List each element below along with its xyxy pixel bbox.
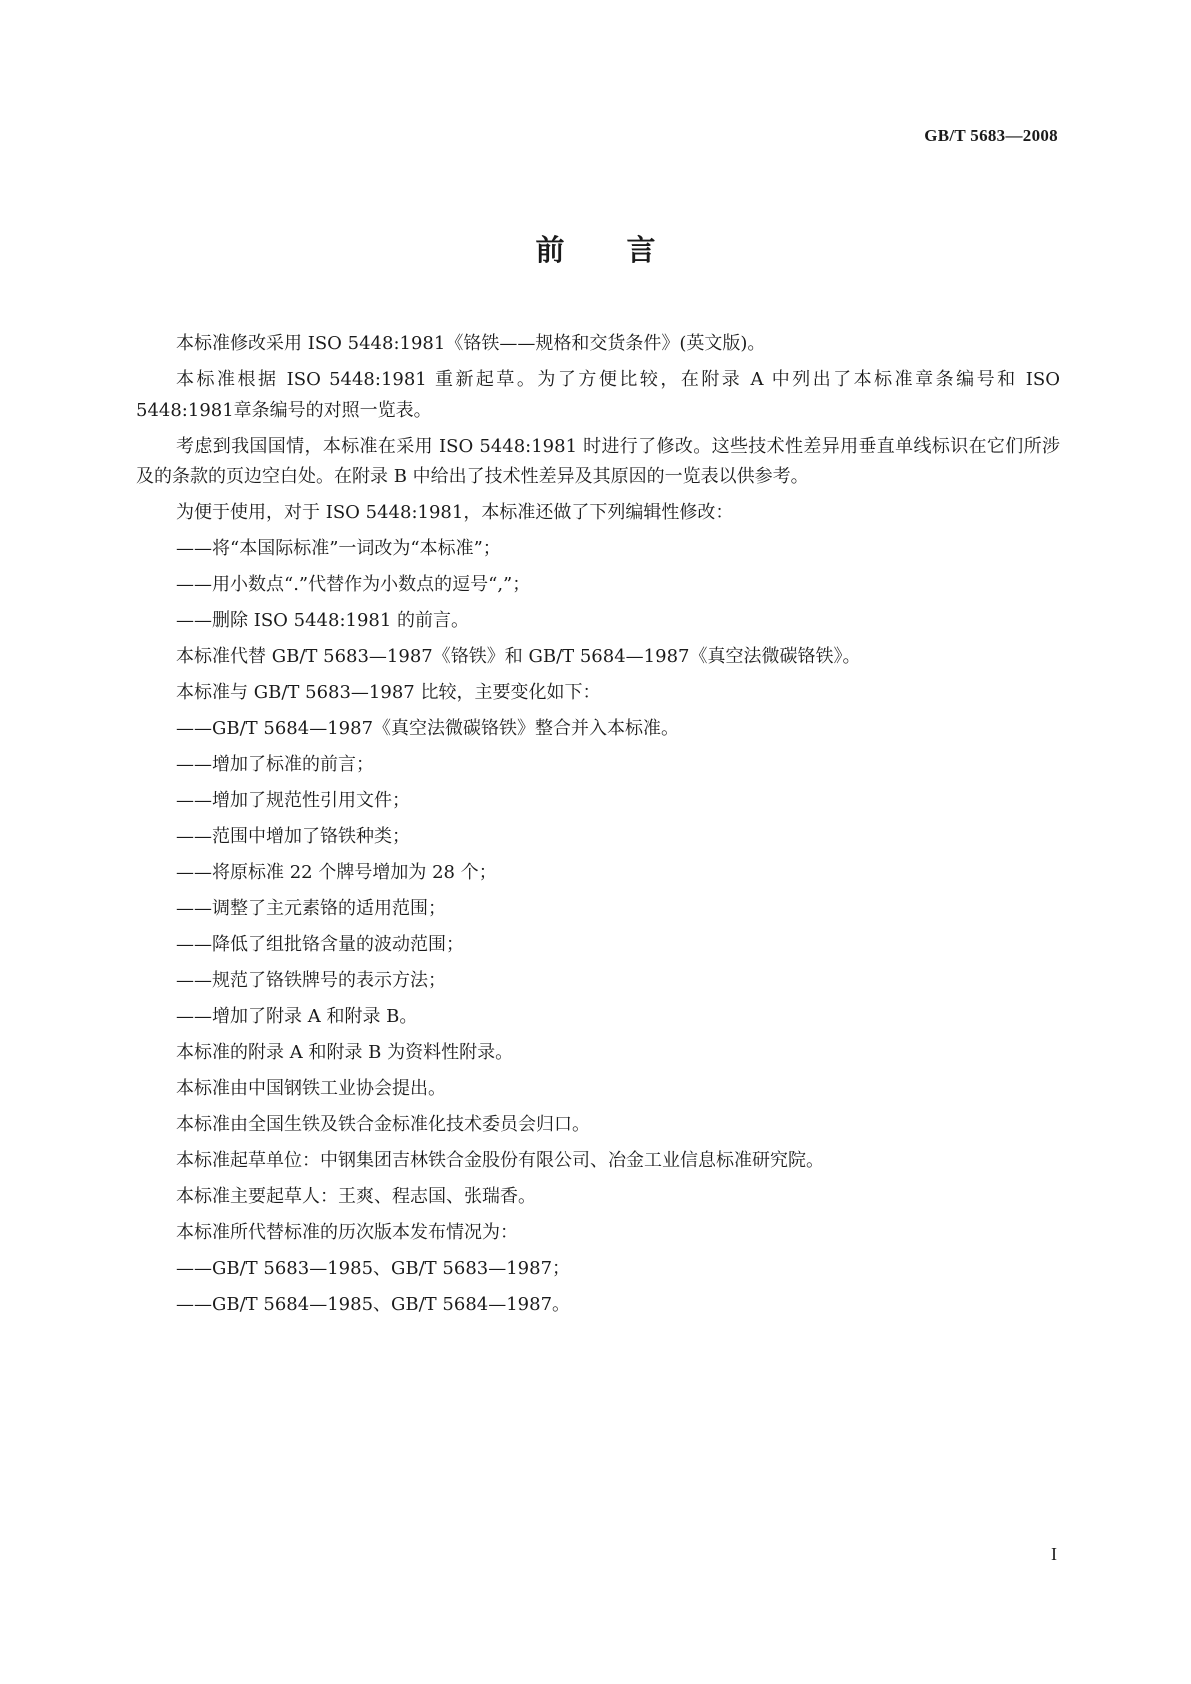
list-item: ——增加了规范性引用文件；	[176, 790, 410, 811]
paragraph: 本标准修改采用 ISO 5448:1981《铬铁——规格和交货条件》(英文版)。	[176, 333, 766, 354]
page-number: I	[1051, 1544, 1057, 1564]
list-item: ——删除 ISO 5448:1981 的前言。	[176, 610, 470, 631]
paragraph: 本标准由中国钢铁工业协会提出。	[176, 1078, 446, 1099]
paragraph: 本标准起草单位：中钢集团吉林铁合金股份有限公司、冶金工业信息标准研究院。	[176, 1150, 824, 1171]
paragraph: 本标准由全国生铁及铁合金标准化技术委员会归口。	[176, 1114, 590, 1135]
list-item: ——增加了标准的前言；	[176, 754, 374, 775]
list-item: ——调整了主元素铬的适用范围；	[176, 898, 446, 919]
standard-code: GB/T 5683—2008	[924, 126, 1058, 145]
list-item: ——将原标准 22 个牌号增加为 28 个；	[176, 862, 497, 883]
paragraph: 本标准主要起草人：王爽、程志国、张瑞香。	[176, 1186, 536, 1207]
paragraph: 本标准与 GB/T 5683—1987 比较，主要变化如下：	[176, 682, 601, 703]
list-item: ——范围中增加了铬铁种类；	[176, 826, 410, 847]
list-item: ——用小数点“.”代替作为小数点的逗号“,”；	[176, 574, 531, 595]
foreword-body	[136, 329, 1060, 1326]
paragraph: 本标准的附录 A 和附录 B 为资料性附录。	[176, 1042, 514, 1063]
list-item: ——规范了铬铁牌号的表示方法；	[176, 970, 446, 991]
paragraph: 为便于使用，对于 ISO 5448:1981，本标准还做了下列编辑性修改：	[176, 502, 734, 523]
paragraph: 本标准代替 GB/T 5683—1987《铬铁》和 GB/T 5684—1987《真空法微碳铬铁》。	[176, 646, 861, 667]
list-item: ——降低了组批铬含量的波动范围；	[176, 934, 464, 955]
list-item: ——将“本国际标准”一词改为“本标准”；	[176, 538, 501, 559]
list-item: ——GB/T 5684—1985、GB/T 5684—1987。	[176, 1294, 571, 1315]
list-item: ——GB/T 5683—1985、GB/T 5683—1987；	[176, 1258, 571, 1279]
page-title: 前言	[535, 233, 718, 267]
paragraph: 本标准所代替标准的历次版本发布情况为：	[176, 1222, 518, 1243]
paragraph: 考虑到我国国情，本标准在采用 ISO 5448:1981 时进行了修改。这些技术性差异用垂直单线标识在它们所涉及的条款的页边空白处。在附录 B 中给出了技术性差异及其原因的一览表以供参考。	[136, 435, 1060, 487]
paragraph: 本标准根据 ISO 5448:1981 重新起草。为了方便比较，在附录 A 中列出了本标准章条编号和 ISO 5448:1981章条编号的对照一览表。	[136, 369, 1060, 421]
list-item: ——增加了附录 A 和附录 B。	[176, 1006, 418, 1027]
list-item: ——GB/T 5684—1987《真空法微碳铬铁》整合并入本标准。	[176, 718, 680, 739]
